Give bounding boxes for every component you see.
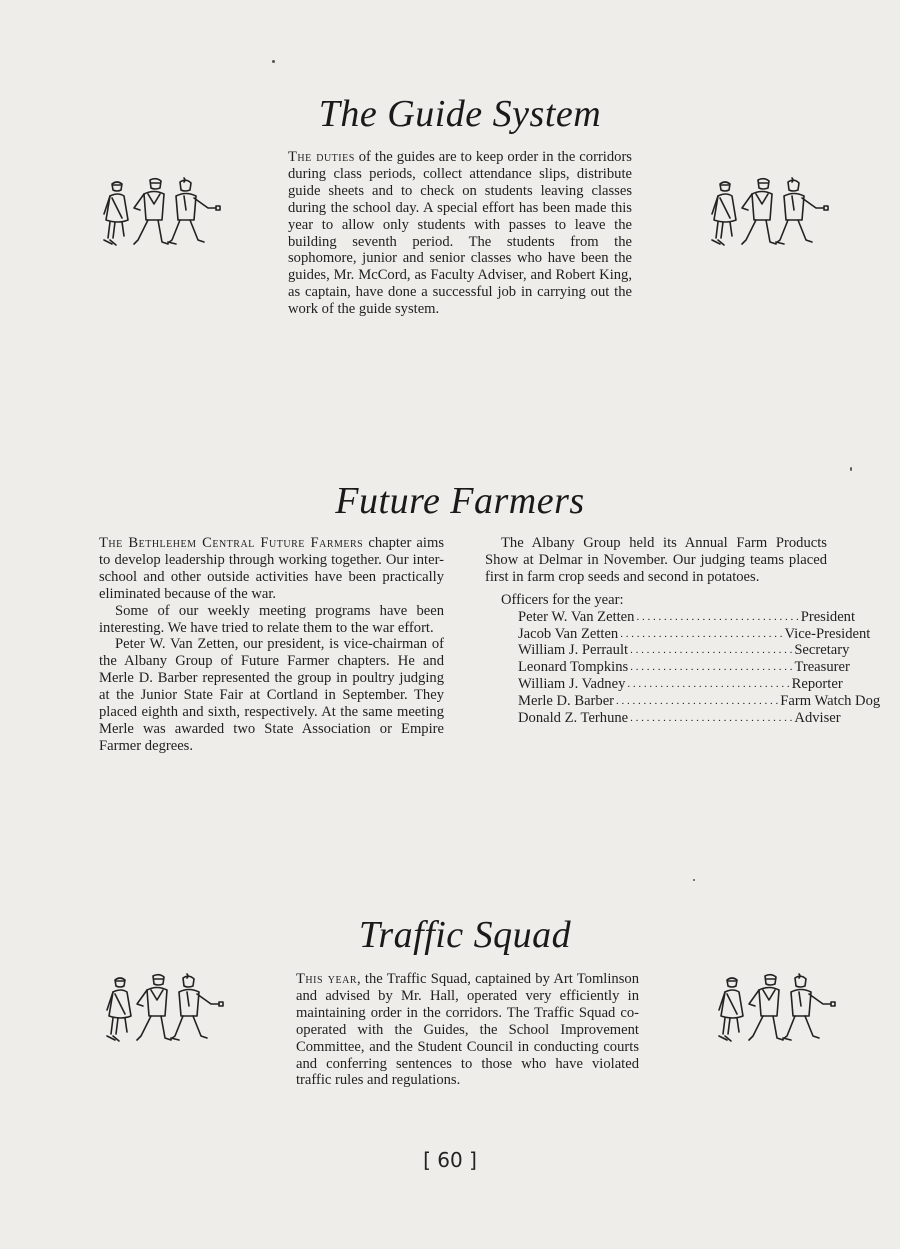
officer-row: [485, 676, 843, 693]
marching-students-icon: [712, 970, 840, 1070]
guide-system-body: of the guides are to keep order in the corridors during class periods, collect attendance slips, distribute guide sheets and to check on students leaving classes during the school day. A special effort has been made this year to allow only students with passes to leave the building seventh period. The students from the sophomore, junior and senior classes who have been the guides, Mr. McCord, as Faculty Adviser, and Robert King, as captain, have done a successful job in carrying out the work of the guide system.: [288, 149, 632, 318]
section-title-traffic-squad: Traffic Squad: [358, 914, 572, 956]
officer-row: [485, 693, 881, 710]
future-farmers-lead: The Bethlehem Central Future Farmers: [99, 535, 364, 551]
future-farmers-column-right: [485, 535, 881, 727]
officer-role: Vice-President: [784, 625, 871, 642]
officer-role: President: [800, 608, 856, 625]
officer-row: [485, 710, 841, 727]
officer-role: Adviser: [794, 710, 841, 727]
officer-name: Leonard Tompkins: [518, 659, 629, 676]
traffic-squad-lead: This year: [296, 971, 358, 987]
officer-row: [485, 642, 850, 659]
officer-role: Secretary: [794, 642, 850, 659]
guide-system-lead: The duties: [288, 149, 355, 165]
officer-name: Peter W. Van Zetten: [518, 608, 635, 625]
officer-name: Donald Z. Terhune: [518, 710, 629, 727]
officer-name: William J. Vadney: [518, 676, 626, 693]
future-farmers-p1: chapter aims to develop leadership through working together. Our inter-school and other outside activities have been practically eliminated because of the war.: [99, 535, 444, 602]
future-farmers-p4: The Albany Group held its Annual Farm Products Show at Delmar in November. Our judging teams placed first in farm crop seeds and second in potatoes.: [485, 535, 827, 585]
officer-name: William J. Perrault: [518, 642, 629, 659]
officer-role: Reporter: [791, 676, 843, 693]
officer-row: [485, 625, 871, 643]
officer-name: Jacob Van Zetten: [518, 625, 619, 642]
section-title-guide-system: The Guide System: [318, 93, 602, 135]
future-farmers-p3: Peter W. Van Zetten, our president, is vice-chairman of the Albany Group of Future Farmer chapters. He and Merle D. Barber represented the group in poultry judging at the Junior State Fair at Cortland in September. They placed eighth and sixth, respectively. At the same meeting Merle was awarded two State Association or Empire Farmer degrees.: [99, 636, 444, 754]
future-farmers-column-left: [99, 535, 444, 754]
officer-name: Merle D. Barber: [518, 693, 615, 710]
officer-role: Farm Watch Dog: [780, 693, 881, 710]
officer-row: [485, 608, 856, 626]
future-farmers-p2: Some of our weekly meeting programs have been interesting. We have tried to relate them to the war effort.: [99, 602, 444, 636]
officer-role: Treasurer: [794, 659, 850, 676]
page-number: [ 60 ]: [423, 1148, 477, 1172]
officers-list: [485, 591, 881, 727]
guide-system-paragraph: [288, 149, 632, 318]
marching-students-icon: [706, 174, 832, 274]
marching-students-icon: [100, 970, 228, 1070]
marching-students-icon: [98, 174, 224, 274]
section-title-future-farmers: Future Farmers: [335, 480, 585, 522]
traffic-squad-paragraph: [296, 971, 639, 1089]
traffic-squad-body: , the Traffic Squad, captained by Art Tomlinson and advised by Mr. Hall, operated very efficiently in maintaining order in the corridors. The Traffic Squad co-operated with the Guides, the School Improvement Committee, and the Student Council in conducting courts and conferring sentences to those who have violated traffic rules and regulations.: [296, 971, 639, 1089]
officer-row: [485, 659, 850, 676]
officers-heading: Officers for the year:: [501, 591, 624, 608]
